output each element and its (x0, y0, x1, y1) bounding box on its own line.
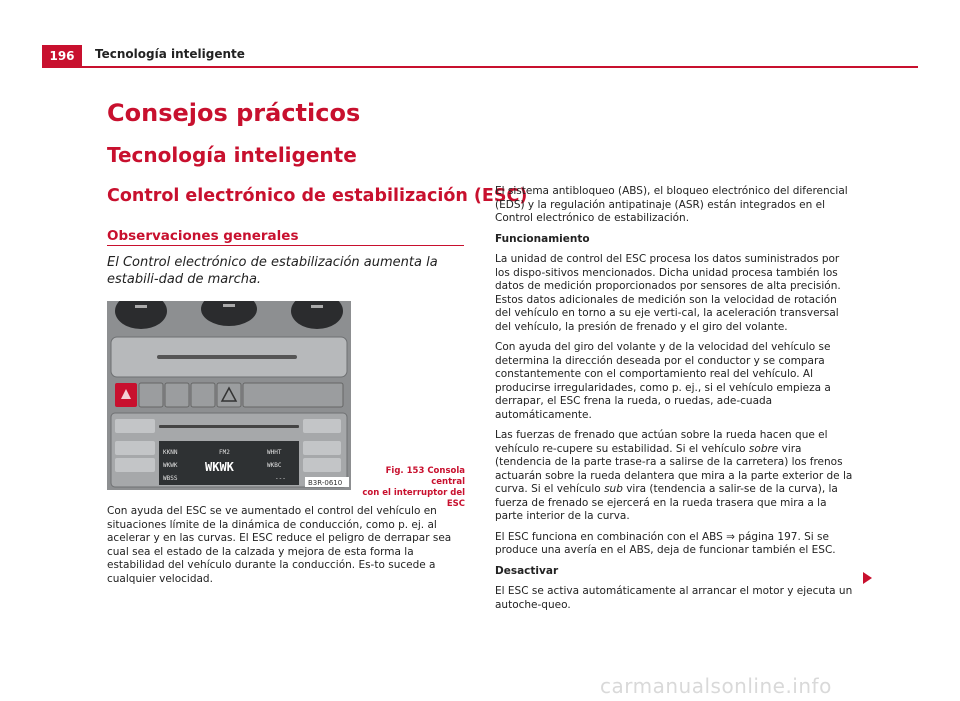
display-station: WKWK (205, 460, 234, 474)
section-heading-main: Consejos prácticos (107, 99, 361, 127)
intro-text: El Control electrónico de estabilización aumenta la estabili-dad de marcha. (107, 255, 438, 287)
display-left2: WKWK (163, 462, 178, 469)
display-right2: WKBC (267, 462, 282, 469)
left-column-text (107, 505, 467, 593)
display-left3: WBSS (163, 475, 178, 482)
paragraph: Con ayuda del ESC se ve aumentado el control del vehículo en situaciones límite de la dinámica de conducción, como p. ej. al acelerar y en las curvas. El ESC reduce el peligro de derrapar sea cual sea el estado de la calzada y mejora de esta forma la estabilidad del vehículo durante la conducción. Es-to sucede a cualquier velocidad. (107, 505, 452, 585)
subheading-rule (107, 245, 464, 246)
display-right1: WHHT (267, 449, 282, 456)
right-column-text (495, 185, 855, 619)
figure-code: B3R-0610 (308, 479, 343, 487)
display-right3: --- (275, 475, 286, 482)
watermark: carmanualsonline.info (600, 674, 832, 698)
paragraph: El ESC se activa automáticamente al arrancar el motor y ejecuta un autoche-queo. (495, 585, 853, 611)
paragraph: La unidad de control del ESC procesa los datos suministrados por los dispo-sitivos mencionados. Dicha unidad procesa también los datos de medición proporcionados por sensores de alta precisión. Estos datos adicionales de medición son la velocidad de rotación del vehículo en torno a su eje verti-cal, la aceleración transversal del vehículo, la presión de frenado y el giro del volante. (495, 253, 841, 333)
paragraph: El ESC funciona en combinación con el ABS ⇒ página 197. Si se produce una avería en el ABS, deja de funcionar también el ESC. (495, 530, 836, 556)
display-band: FM2 (219, 449, 230, 456)
paragraph: El sistema antibloqueo (ABS), el bloqueo electrónico del diferencial (EDS) y la regulación antipatinaje (ASR) están integrados en el Control electrónico de estabilización. (495, 185, 848, 224)
paragraph: Con ayuda del giro del volante y de la velocidad del vehículo se determina la dirección deseada por el conductor y se compara constantemente con el comportamiento real del vehículo. Al producirse irregularidades, como p. ej., si el vehículo empieza a derrapar, el ESC frena la rueda, o ruedas, ade-cuada automáticamente. (495, 341, 831, 421)
figure-center-console (107, 301, 351, 490)
section-heading-topic: Control electrónico de estabilización (ESC) (107, 186, 528, 206)
header-rule (42, 66, 918, 68)
page-number: 196 (42, 45, 82, 67)
display-left1: KKNN (163, 449, 178, 456)
subheading-desactivar: Desactivar (495, 564, 559, 577)
figure-caption-line1: Fig. 153 Consola central (385, 466, 465, 487)
section-heading-chapter: Tecnología inteligente (107, 143, 357, 167)
paragraph: Las fuerzas de frenado que actúan sobre la rueda hacen que el vehículo re-cupere su estabilidad. Si el vehículo sobre vira (tendencia de la parte trase-ra a salirse de la carretera) los frenos actuarán sobre la rueda delantera que mira a la parte exterior de la curva. Si el vehículo sub vira (tendencia a salir-se de la curva), la fuerza de frenado se ejercerá en la rueda trasera que mira a la parte interior de la curva. (495, 429, 853, 522)
figure-caption-line2: con el interruptor del ESC (362, 488, 465, 509)
section-heading-sub: Observaciones generales (107, 228, 299, 244)
subheading-funcionamiento: Funcionamiento (495, 232, 590, 245)
running-title: Tecnología inteligente (95, 47, 245, 61)
figure-caption (357, 466, 465, 510)
continue-arrow-icon (863, 572, 872, 584)
